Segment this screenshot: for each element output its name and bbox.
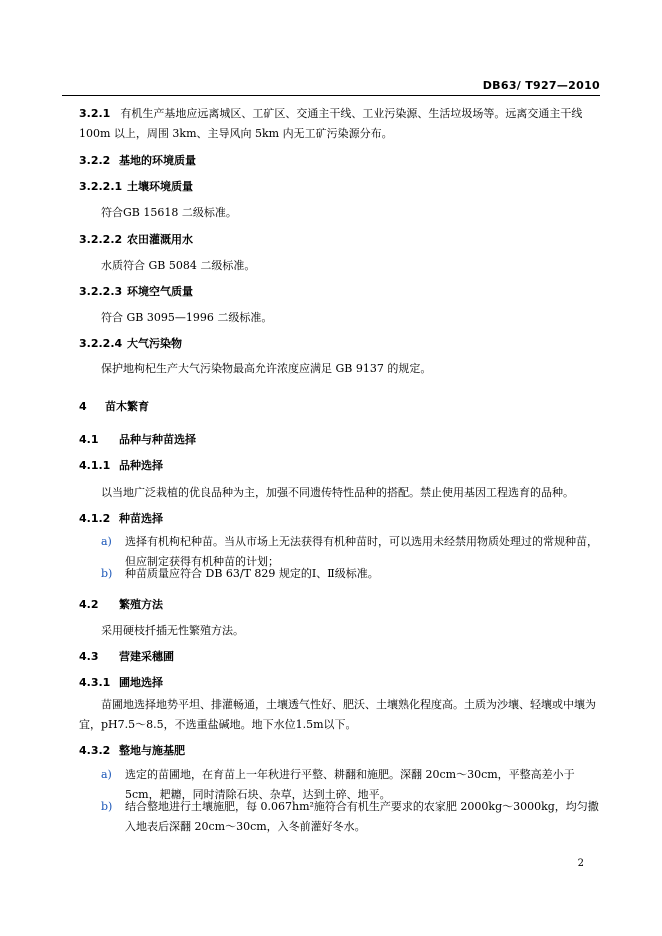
heading-number: 4.3	[79, 650, 99, 663]
heading-title: 品种选择	[119, 459, 163, 472]
heading-number: 4.1.2	[79, 512, 111, 525]
clause-text-3-2-2-1: 符合GB 15618 二级标准。	[101, 206, 237, 219]
list-item-text: 选定的苗圃地，在育苗上一年秋进行平整、耕翻和施肥。深翻 20cm～30cm，平整高差小于 5cm，耙耱，同时清除石块、杂草，达到土碎、地平。	[125, 768, 575, 801]
heading-number: 4.1.1	[79, 459, 111, 472]
heading-title: 农田灌溉用水	[127, 233, 193, 246]
heading-3-2-2-1	[79, 178, 193, 194]
heading-title: 环境空气质量	[127, 285, 193, 298]
list-item	[101, 564, 603, 584]
heading-4	[79, 398, 149, 414]
page-number: 2	[577, 858, 584, 869]
heading-title: 苗木繁育	[105, 400, 149, 413]
heading-title: 繁殖方法	[119, 598, 163, 611]
list-item	[101, 797, 603, 837]
heading-4-3	[79, 648, 174, 664]
heading-4-1-2	[79, 510, 163, 526]
clause-text-4-1-1: 以当地广泛栽植的优良品种为主，加强不同遗传特性品种的搭配。禁止使用基因工程选育的品种。	[101, 486, 574, 499]
heading-4-2	[79, 596, 163, 612]
document-code: DB63/ T927—2010	[482, 79, 600, 92]
clause-text-4-3-1: 苗圃地选择地势平坦、排灌畅通，土壤透气性好、肥沃、土壤熟化程度高。土质为沙壤、轻壤或中壤为宜，pH7.5～8.5，不选重盐碱地。地下水位1.5m以下。	[79, 698, 596, 731]
heading-number: 3.2.2.4	[79, 337, 123, 350]
heading-title: 整地与施基肥	[119, 744, 185, 757]
clause-text-3-2-2-3: 符合 GB 3095—1996 二级标准。	[101, 311, 273, 324]
clause-3-2-1	[79, 104, 601, 144]
heading-number: 4.2	[79, 598, 99, 611]
heading-title: 圃地选择	[119, 676, 163, 689]
heading-4-1	[79, 431, 196, 447]
header-rule	[62, 95, 600, 96]
list-marker: b)	[101, 567, 113, 580]
clause-text-4-2: 采用硬枝扦插无性繁殖方法。	[101, 624, 244, 637]
heading-title: 品种与种苗选择	[119, 433, 196, 446]
heading-number: 4.3.1	[79, 676, 111, 689]
heading-number: 3.2.2	[79, 154, 111, 167]
list-marker: a)	[101, 768, 112, 781]
heading-title: 基地的环境质量	[119, 154, 196, 167]
heading-number: 4.1	[79, 433, 99, 446]
heading-3-2-2	[79, 152, 196, 168]
heading-number: 4	[79, 400, 87, 413]
list-item-text: 结合整地进行土壤施肥，每 0.067hm²施符合有机生产要求的农家肥 2000kg～3000kg，均匀撒入地表后深翻 20cm～30cm，入冬前灌好冬水。	[125, 800, 599, 833]
heading-number: 3.2.2.3	[79, 285, 123, 298]
heading-title: 土壤环境质量	[127, 180, 193, 193]
heading-3-2-2-2	[79, 231, 193, 247]
list-item-text: 选择有机枸杞种苗。当从市场上无法获得有机种苗时，可以选用未经禁用物质处理过的常规种苗，但应制定获得有机种苗的计划；	[125, 535, 598, 568]
heading-3-2-2-3	[79, 283, 193, 299]
heading-number: 3.2.2.1	[79, 180, 123, 193]
clause-text-3-2-2-2: 水质符合 GB 5084 二级标准。	[101, 259, 256, 272]
list-marker: b)	[101, 800, 113, 813]
clause-text: 有机生产基地应远离城区、工矿区、交通主干线、工业污染源、生活垃圾场等。远离交通主干线100m 以上，周围 3km、主导风向 5km 内无工矿污染源分布。	[79, 107, 583, 140]
clause-number: 3.2.1	[79, 107, 111, 120]
heading-number: 3.2.2.2	[79, 233, 123, 246]
heading-3-2-2-4	[79, 335, 182, 351]
list-item-text: 种苗质量应符合 DB 63/T 829 规定的Ⅰ、Ⅱ级标准。	[125, 567, 379, 580]
heading-title: 种苗选择	[119, 512, 163, 525]
heading-title: 大气污染物	[127, 337, 182, 350]
list-marker: a)	[101, 535, 112, 548]
heading-4-1-1	[79, 457, 163, 473]
clause-text-3-2-2-4: 保护地枸杞生产大气污染物最高允许浓度应满足 GB 9137 的规定。	[101, 362, 432, 375]
heading-title: 营建采穗圃	[119, 650, 174, 663]
heading-number: 4.3.2	[79, 744, 111, 757]
heading-4-3-2	[79, 742, 185, 758]
heading-4-3-1	[79, 674, 163, 690]
